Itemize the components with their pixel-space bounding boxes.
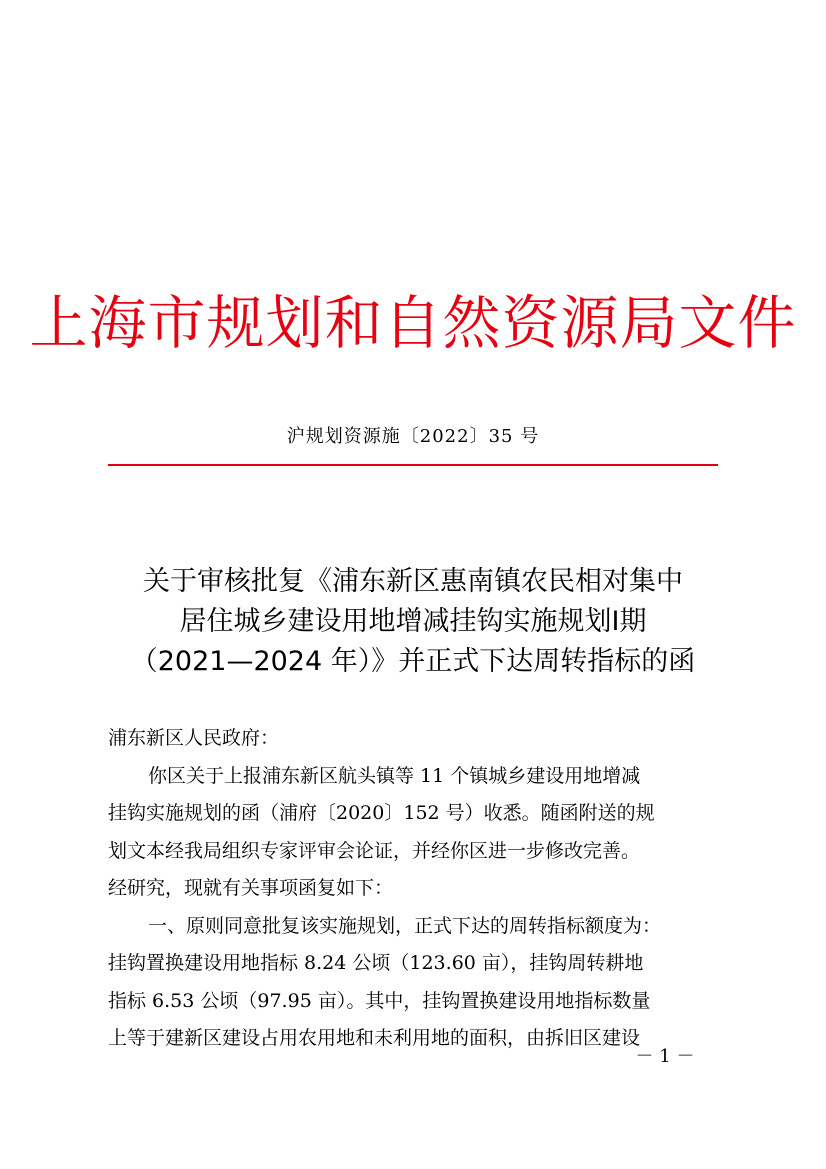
- body-line: 挂钩置换建设用地指标 8.24 公顷（123.60 亩），挂钩周转耕地: [108, 952, 644, 974]
- document-subject: [0, 562, 826, 682]
- body-line: 一、原则同意批复该实施规划，正式下达的周转指标额度为：: [148, 914, 662, 937]
- subject-line: （2021—2024 年）》并正式下达周转指标的函: [130, 646, 696, 677]
- subject-line: 关于审核批复《浦东新区惠南镇农民相对集中: [143, 566, 683, 597]
- body-line: 挂钩实施规划的函（浦府〔2020〕152 号）收悉。随函附送的规: [108, 802, 655, 824]
- body-line: 指标 6.53 公顷（97.95 亩）。其中，挂钩置换建设用地指标数量: [108, 989, 651, 1012]
- subject-line: 居住城乡建设用地增减挂钩实施规划Ⅰ期: [179, 606, 647, 637]
- page-number: － 1 －: [635, 1046, 695, 1067]
- document-body: [108, 720, 720, 1058]
- issuing-authority-title: 上海市规划和自然资源局文件: [29, 289, 797, 357]
- body-line: 划文本经我局组织专家评审会论证，并经你区进一步修改完善。: [108, 839, 641, 862]
- red-divider-line: [108, 464, 718, 466]
- body-line: 上等于建新区建设占用农用地和未利用地的面积，由拆旧区建设: [108, 1027, 641, 1049]
- body-line: 经研究，现就有关事项函复如下：: [108, 877, 394, 899]
- document-number: 沪规划资源施〔2022〕35 号: [286, 426, 540, 447]
- addressee: 浦东新区人民政府：: [108, 727, 280, 749]
- body-line: 你区关于上报浦东新区航头镇等 11 个镇城乡建设用地增减: [148, 764, 641, 787]
